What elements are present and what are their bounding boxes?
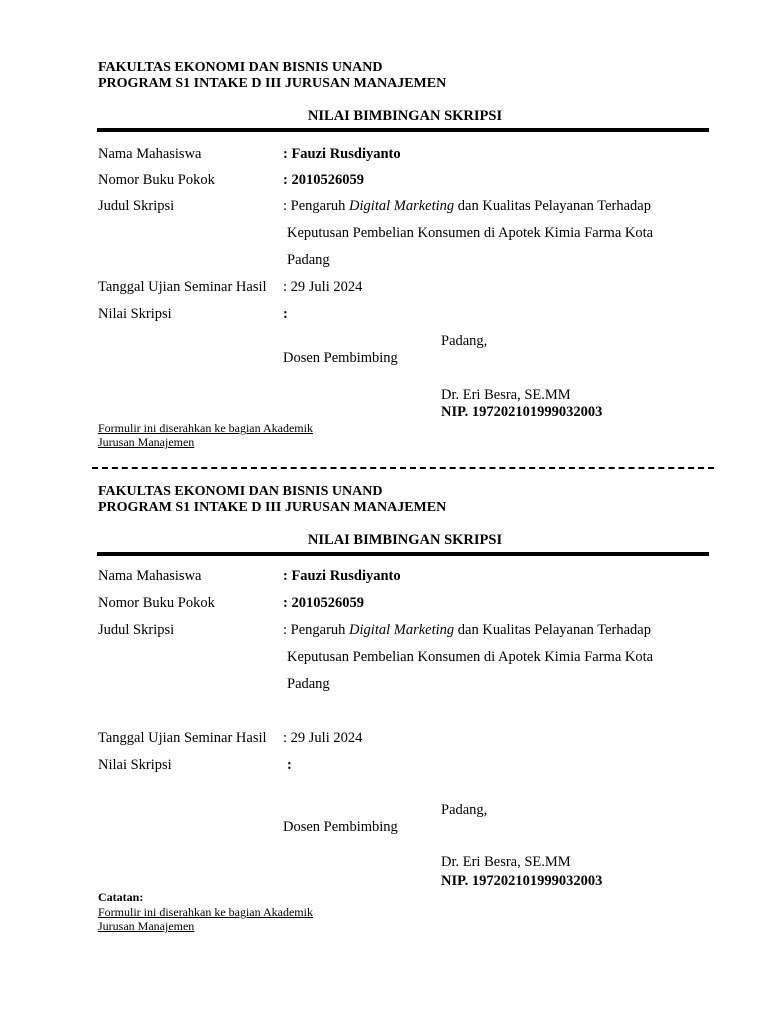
advisor-role: Dosen Pembimbing bbox=[283, 350, 398, 366]
advisor-name: Dr. Eri Besra, SE.MM bbox=[441, 387, 571, 403]
exam-date-value: : 29 Juli 2024 bbox=[283, 279, 363, 295]
thesis-title-line-2: Keputusan Pembelian Konsumen di Apotek Kimia Farma Kota bbox=[287, 225, 654, 241]
student-name-label: Nama Mahasiswa bbox=[98, 146, 202, 162]
student-number-label: Nomor Buku Pokok bbox=[98, 595, 215, 611]
note-line-2: Jurusan Manajemen bbox=[98, 435, 195, 449]
thesis-title-line-2: Keputusan Pembelian Konsumen di Apotek Kimia Farma Kota bbox=[287, 649, 654, 665]
advisor-name: Dr. Eri Besra, SE.MM bbox=[441, 854, 571, 870]
note-line-1: Formulir ini diserahkan ke bagian Akademik bbox=[98, 905, 313, 919]
advisor-role: Dosen Pembimbing bbox=[283, 819, 398, 835]
title-rule bbox=[97, 128, 709, 132]
advisor-nip: NIP. 197202101999032003 bbox=[441, 873, 603, 889]
student-number-value: : 2010526059 bbox=[283, 172, 364, 188]
thesis-title-label: Judul Skripsi bbox=[98, 198, 175, 214]
exam-date-label: Tanggal Ujian Seminar Hasil bbox=[98, 730, 267, 746]
thesis-title-label: Judul Skripsi bbox=[98, 622, 175, 638]
advisor-nip: NIP. 197202101999032003 bbox=[441, 404, 603, 420]
faculty-heading: FAKULTAS EKONOMI DAN BISNIS UNAND bbox=[98, 484, 383, 499]
note-line-2: Jurusan Manajemen bbox=[98, 919, 195, 933]
student-name-value: : Fauzi Rusdiyanto bbox=[283, 146, 401, 162]
exam-date-value: : 29 Juli 2024 bbox=[283, 730, 363, 746]
thesis-grade-label: Nilai Skripsi bbox=[98, 306, 172, 322]
thesis-grade-label: Nilai Skripsi bbox=[98, 757, 172, 773]
thesis-grade-value: : bbox=[283, 306, 288, 322]
form-title: NILAI BIMBINGAN SKRIPSI bbox=[307, 108, 503, 124]
form-title: NILAI BIMBINGAN SKRIPSI bbox=[307, 532, 503, 548]
signature-place: Padang, bbox=[441, 802, 488, 818]
student-name-value: : Fauzi Rusdiyanto bbox=[283, 568, 401, 584]
exam-date-label: Tanggal Ujian Seminar Hasil bbox=[98, 279, 267, 295]
title-rule bbox=[97, 552, 709, 556]
thesis-grade-value: : bbox=[287, 757, 292, 773]
thesis-title-line-3: Padang bbox=[287, 676, 330, 692]
thesis-title-line-1: : Pengaruh Digital Marketing dan Kualitas Pelayanan Terhadap bbox=[283, 622, 651, 638]
faculty-heading: FAKULTAS EKONOMI DAN BISNIS UNAND bbox=[98, 60, 383, 75]
note-line-1: Formulir ini diserahkan ke bagian Akademik bbox=[98, 421, 313, 435]
student-number-label: Nomor Buku Pokok bbox=[98, 172, 215, 188]
student-number-value: : 2010526059 bbox=[283, 595, 364, 611]
note-heading: Catatan: bbox=[98, 890, 144, 904]
cut-line-divider bbox=[92, 467, 714, 469]
signature-place: Padang, bbox=[441, 333, 488, 349]
thesis-title-line-1: : Pengaruh Digital Marketing dan Kualitas Pelayanan Terhadap bbox=[283, 198, 651, 214]
program-heading: PROGRAM S1 INTAKE D III JURUSAN MANAJEMEN bbox=[98, 76, 447, 91]
thesis-title-line-3: Padang bbox=[287, 252, 330, 268]
program-heading: PROGRAM S1 INTAKE D III JURUSAN MANAJEMEN bbox=[98, 500, 447, 515]
student-name-label: Nama Mahasiswa bbox=[98, 568, 202, 584]
